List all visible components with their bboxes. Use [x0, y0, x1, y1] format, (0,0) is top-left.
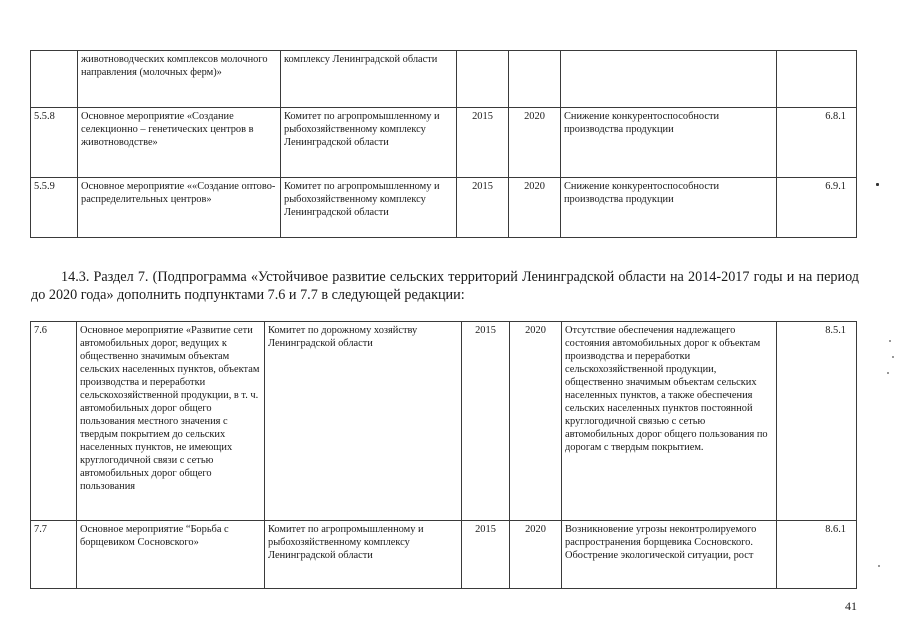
cell-indicator: 6.9.1 — [777, 178, 857, 238]
cell-executor: Комитет по агропромышленному и рыбохозяйственному комплексу Ленинградской области — [281, 108, 457, 178]
cell-executor: Комитет по дорожному хозяйству Ленинградской области — [265, 322, 462, 521]
scan-speck — [876, 183, 879, 186]
cell-num: 7.7 — [31, 521, 77, 589]
table-row — [31, 178, 857, 238]
cell-activity: Основное мероприятие «Развитие сети автомобильных дорог, ведущих к общественно значимым объектам сельских населенных пунктов, объектам производства и переработки сельскохозяйственной продукции, в т. ч. автомобильных дорог общего пользования местного значения с твердым покрытием до сельских населенных пунктов, не имеющих круглогодичной связи с сетью автомобильных дорог общего пользования — [77, 322, 265, 521]
cell-start-year: 2015 — [457, 108, 509, 178]
cell-num: 5.5.8 — [31, 108, 78, 178]
page-number: 41 — [845, 599, 857, 613]
table-row — [31, 322, 857, 521]
cell-consequence: Возникновение угрозы неконтролируемого распространения борщевика Сосновского. Обострение экологической ситуации, рост — [562, 521, 777, 589]
cell-activity: животноводческих комплексов молочного направления (молочных ферм)» — [78, 51, 281, 108]
cell-executor: Комитет по агропромышленному и рыбохозяйственному комплексу Ленинградской области — [265, 521, 462, 589]
cell-start-year: 2015 — [457, 178, 509, 238]
cell-start-year: 2015 — [462, 322, 510, 521]
table-row — [31, 521, 857, 589]
cell-indicator — [777, 51, 857, 108]
cell-executor: Комитет по агропромышленному и рыбохозяйственному комплексу Ленинградской области — [281, 178, 457, 238]
cell-executor: комплексу Ленинградской области — [281, 51, 457, 108]
cell-consequence: Отсутствие обеспечения надлежащего состояния автомобильных дорог к объектам производства и переработки сельскохозяйственной продукции, общественно значимым объектам сельских населенных пунктов, а также обеспечения сельских населенных пунктов постоянной круглогодичной связью с сетью автомобильных дорог общего пользования по дорогам с твердым покрытием. — [562, 322, 777, 521]
cell-end-year: 2020 — [509, 178, 561, 238]
amendment-paragraph — [31, 268, 859, 304]
cell-indicator: 8.5.1 — [777, 322, 857, 521]
cell-indicator: 8.6.1 — [777, 521, 857, 589]
scan-speck — [878, 565, 880, 567]
table-row — [31, 51, 857, 108]
cell-end-year — [509, 51, 561, 108]
cell-consequence: Снижение конкурентоспособности производства продукции — [561, 178, 777, 238]
cell-indicator: 6.8.1 — [777, 108, 857, 178]
cell-num — [31, 51, 78, 108]
cell-end-year: 2020 — [510, 521, 562, 589]
cell-start-year — [457, 51, 509, 108]
cell-consequence: Снижение конкурентоспособности производства продукции — [561, 108, 777, 178]
cell-num: 7.6 — [31, 322, 77, 521]
scan-speck — [892, 356, 894, 358]
scan-speck — [887, 372, 889, 374]
cell-consequence — [561, 51, 777, 108]
table-subprogram-5 — [30, 50, 857, 238]
cell-activity: Основное мероприятие «Создание селекционно – генетических центров в животноводстве» — [78, 108, 281, 178]
cell-activity: Основное мероприятие “Борьба с борщевиком Сосновского» — [77, 521, 265, 589]
cell-end-year: 2020 — [510, 322, 562, 521]
paragraph-text: 14.3. Раздел 7. (Подпрограмма «Устойчивое развитие сельских территорий Ленинградской области на 2014-2017 годы и на период до 2020 года» дополнить подпунктами 7.6 и 7.7 в следующей редакции: — [31, 269, 859, 303]
table-subprogram-7 — [30, 321, 857, 589]
cell-num: 5.5.9 — [31, 178, 78, 238]
cell-activity: Основное мероприятие ««Создание оптово-распределительных центров» — [78, 178, 281, 238]
table-row — [31, 108, 857, 178]
cell-start-year: 2015 — [462, 521, 510, 589]
cell-end-year: 2020 — [509, 108, 561, 178]
scan-speck — [889, 340, 891, 342]
